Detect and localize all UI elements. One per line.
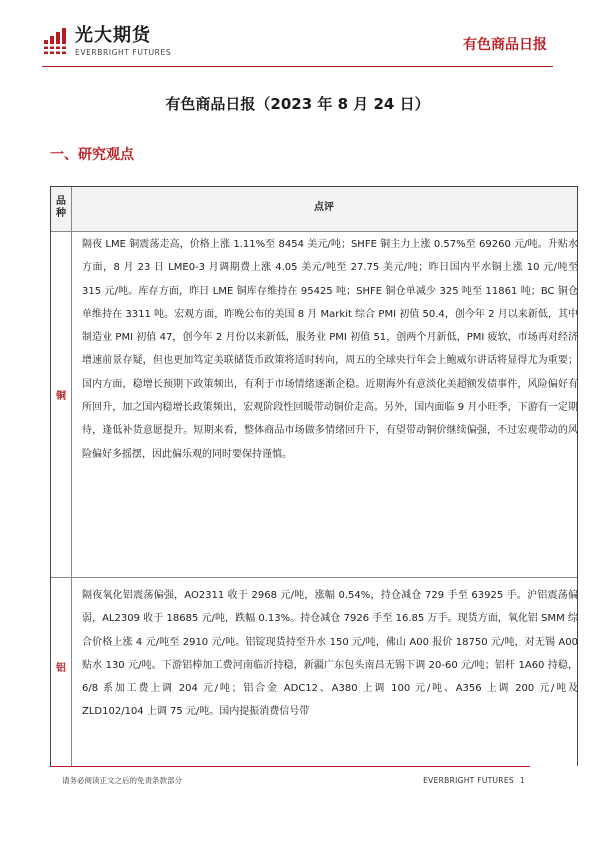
report-type-label: 有色商品日报 <box>463 37 547 53</box>
report-title: 有色商品日报（2023 年 8 月 24 日） <box>165 95 430 113</box>
company-name-en: EVERBRIGHT FUTURES <box>75 48 172 57</box>
page-header <box>0 0 595 72</box>
footer-brand-text: EVERBRIGHT FUTURES <box>423 776 514 785</box>
column-header-category <box>51 196 71 220</box>
commentary-aluminium: 隔夜氧化铝震荡偏强，AO2311 收于 2968 元/吨，涨幅 0.54%，持仓减仓 729 手至 63925 手。沪铝震荡偏弱，AL2309 收于 18685 元/吨，跌幅 0.13%。持仓减仓 7926 手至 16.85 万手。现货方面，氧化铝 SMM 综合价格上涨 4 元/吨至 2910 元/吨。铝锭现货持至升水 150 元/吨，佛山 A00 报价 18750 元/吨，对无锡 A00 贴水 130 元/吨。下游铝棒加工费河南临沂持稳，新疆广东包头南昌无锡下调 20-60 元/吨；铝杆 1A60 持稳，6/8 系加工费上调 204 元/吨；铝合金 ADC12、A380 上调 100 元/吨、A356 上调 200 元/吨及 ZLD102/104 上调 75 元/吨。国内提振消费信号带 <box>82 590 578 718</box>
footer-disclaimer: 请务必阅读正文之后的免责条款部分 <box>62 776 182 785</box>
column-header-category-char: 品 <box>56 196 66 207</box>
page-number: 1 <box>519 776 525 785</box>
column-header-comment: 点评 <box>314 202 334 213</box>
row-label-aluminium: 铝 <box>56 663 66 674</box>
company-name-cn: 光大期货 <box>75 25 151 46</box>
commentary-copper: 隔夜 LME 铜震荡走高，价格上涨 1.11%至 8454 美元/吨；SHFE 铜主力上涨 0.57%至 69260 元/吨。升贴水方面，8 月 23 日 LME0-3 月调期费上涨 4.05 美元/吨至 27.75 美元/吨；昨日国内平水铜上涨 10 元/吨至 315 元/吨。库存方面，昨日 LME 铜库存维持在 95425 吨；SHFE 铜仓单减少 325 吨至 11861 吨；BC 铜仓单维持在 3311 吨。宏观方面，昨晚公布的美国 8 月 Markit 综合 PMI 初值 50.4，创今年 2 月以来新低，其中制造业 PMI 初值 47，创今年 2 月份以来新低，服务业 PMI 初值 51，创两个月新低，PMI 疲软，市场再对经济增速前景存疑，但也更加笃定美联储货币政策将适时转向，周五的全球央行年会上鲍威尔讲话将显得尤为重要；国内方面，稳增长预期下政策频出，有利于市场情绪逐渐企稳。近期海外有意淡化美超额发债事件，风险偏好有所回升，加之国内稳增长政策频出，宏观阶段性回暖带动铜价走高。另外，国内面临 9 月小旺季，下游有一定期待，逢低补货意愿提升。短期来看，整体商品市场做多情绪回升下，有望带动铜价继续偏强，不过宏观带动的风险偏好多摇摆，因此偏乐观的同时要保持谨慎。 <box>82 239 578 460</box>
research-table <box>50 186 578 766</box>
column-divider <box>71 187 72 766</box>
company-logo-icon <box>44 28 70 54</box>
row-label-copper: 铜 <box>56 391 66 402</box>
footer-divider <box>50 766 530 767</box>
footer-brand <box>417 776 525 786</box>
row-divider <box>51 577 577 578</box>
section-heading: 一、研究观点 <box>50 147 134 163</box>
header-row-divider <box>51 231 577 232</box>
column-header-category-char: 种 <box>56 208 66 219</box>
header-divider <box>42 66 553 67</box>
